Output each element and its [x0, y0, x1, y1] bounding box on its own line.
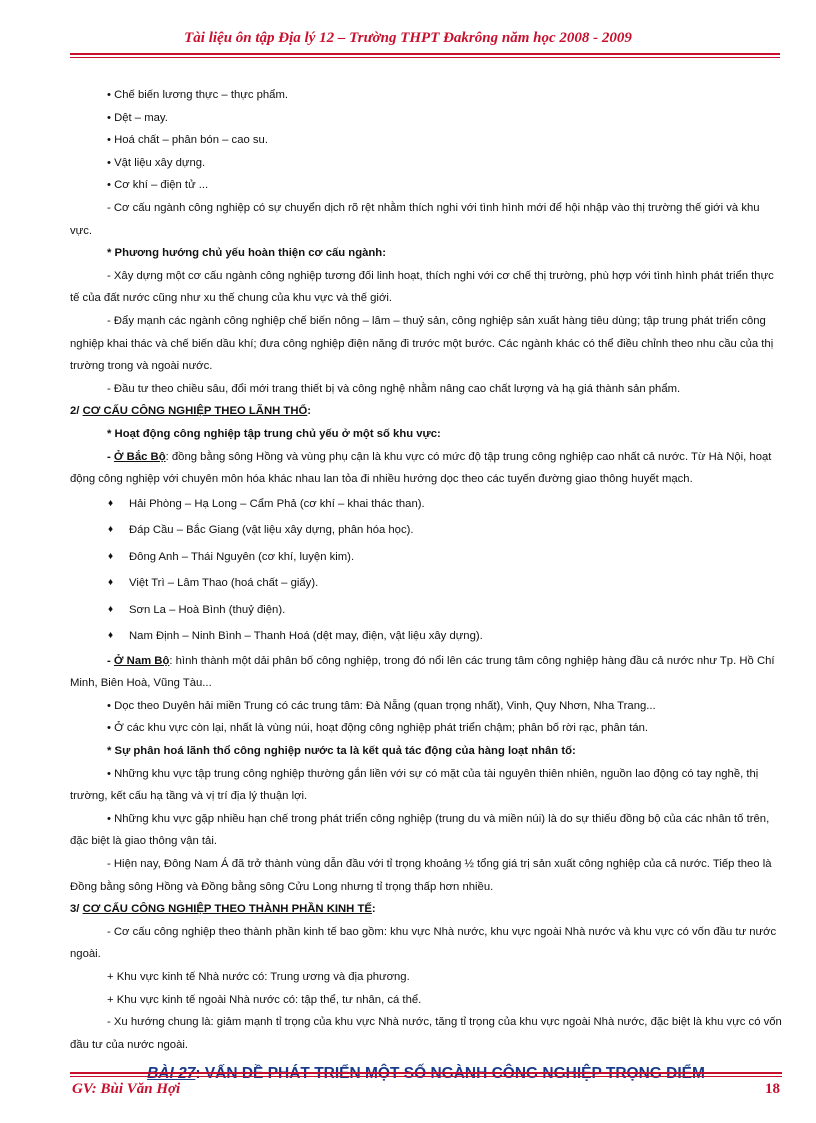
bullet-item: • Cơ khí – điện tử ... — [107, 179, 209, 192]
page-number: 18 — [765, 1081, 780, 1097]
paragraph: - Xây dựng một cơ cấu ngành công nghiệp tương đối linh hoạt, thích nghi với cơ chế thị trường, phù hợp với tình hình phát triển thực tế của đất nước cũng như xu thế chung của khu vực và thế giới. — [70, 269, 774, 305]
paragraph: + Khu vực kinh tế ngoài Nhà nước có: tập thể, tư nhân, cá thể. — [107, 993, 422, 1006]
page-header-title: Tài liệu ôn tập Địa lý 12 – Trường THPT Đakrông năm học 2008 - 2009 — [184, 30, 632, 46]
diamond-item — [106, 570, 782, 597]
document-body — [70, 84, 782, 1087]
bullet-item: • Hoá chất – phân bón – cao su. — [107, 134, 268, 147]
bullet-item: • Vật liệu xây dựng. — [107, 156, 206, 169]
bullet-item: • Dệt – may. — [107, 111, 168, 124]
diamond-item-text: Đông Anh – Thái Nguyên (cơ khí, luyện kim). — [129, 550, 355, 563]
diamond-item-text: Đáp Cầu – Bắc Giang (vật liệu xây dựng, phân hóa học). — [129, 524, 414, 537]
section-colon: : — [307, 405, 312, 418]
subheading: * Sự phân hoá lãnh thổ công nghiệp nước ta là kết quả tác động của hàng loạt nhân tố: — [107, 745, 576, 758]
paragraph: - Đẩy mạnh các ngành công nghiệp chế biến nông – lâm – thuỷ sản, công nghiệp sản xuất hàng tiêu dùng; tập trung phát triển công nghiệp khai thác và chế biến dầu khí; đưa công nghiệp điện năng đi trước một bước. Các ngành khác có thể điều chỉnh theo nhu cầu của thị trường trong và ngoài nước. — [70, 314, 774, 373]
diamond-bullet-icon: ♦ — [108, 630, 114, 642]
paragraph — [70, 650, 782, 695]
diamond-bullet-icon: ♦ — [108, 603, 114, 615]
header-divider — [70, 53, 780, 55]
bullet-item: • Ở các khu vực còn lại, nhất là vùng núi, hoạt động công nghiệp phát triển chậm; phân bố rời rạc, phân tán. — [107, 722, 649, 735]
diamond-item-text: Nam Định – Ninh Bình – Thanh Hoá (dệt may, điện, vật liệu xây dựng). — [129, 630, 483, 643]
paragraph: - Cơ cấu công nghiệp theo thành phần kinh tế bao gồm: khu vực Nhà nước, khu vực ngoài Nhà nước và khu vực có vốn đầu tư nước ngoài. — [70, 925, 777, 961]
diamond-item — [106, 544, 782, 571]
bullet-paragraph: • Những khu vực gặp nhiều hạn chế trong phát triển công nghiệp (trung du và miền núi) là do sự thiếu đồng bộ của các nhân tố trên, đặc biệt là giao thông vận tải. — [70, 812, 770, 848]
region-label: Ở Bắc Bộ — [113, 450, 166, 463]
paragraph: - Cơ cấu ngành công nghiệp có sự chuyển dịch rõ rệt nhằm thích nghi với tình hình mới để hội nhập vào thị trường thế giới và khu vực. — [70, 201, 760, 237]
diamond-bullet-icon: ♦ — [108, 577, 114, 589]
paragraph: - Xu hướng chung là: giảm mạnh tỉ trọng của khu vực Nhà nước, tăng tỉ trọng của khu vực ngoài Nhà nước, đặc biệt là khu vực có vốn đầu tư của nước ngoài. — [70, 1016, 782, 1051]
paragraph: - Hiện nay, Đông Nam Á đã trở thành vùng dẫn đầu với tỉ trọng khoảng ½ tổng giá trị sản xuất công nghiệp của cả nước. Tiếp theo là Đồng bằng sông Hồng và Đồng bằng sông Cửu Long nhưng tỉ trọng thấp hơn nhiều. — [70, 858, 772, 893]
subheading: * Hoạt động công nghiệp tập trung chủ yếu ở một số khu vực: — [107, 427, 441, 440]
region-label: Ở Nam Bộ — [113, 654, 170, 667]
diamond-bullet-icon: ♦ — [108, 550, 114, 562]
bullet-item: • Dọc theo Duyên hải miền Trung có các trung tâm: Đà Nẵng (quan trọng nhất), Vinh, Quy Nhơn, Nha Trang... — [107, 699, 656, 712]
section-heading-3 — [70, 898, 782, 921]
paragraph — [70, 446, 782, 491]
section-heading-2 — [70, 400, 782, 423]
section-title: CƠ CẤU CÔNG NGHIỆP THEO LÃNH THỔ — [82, 405, 308, 418]
diamond-bullet-icon: ♦ — [108, 497, 114, 509]
diamond-item-text: Việt Trì – Lâm Thao (hoá chất – giấy). — [129, 577, 319, 590]
paragraph-text: : đồng bằng sông Hồng và vùng phụ cận là khu vực có mức độ tập trung công nghiệp cao nhất cả nước. Từ Hà Nội, hoạt động công nghiệp với chuyên môn hóa khác nhau lan tỏa đi nhiều hướng dọc theo các tuyến đường giao thông huyết mạch. — [70, 450, 772, 486]
paragraph: + Khu vực kinh tế Nhà nước có: Trung ương và địa phương. — [107, 971, 410, 983]
paragraph-dash: - — [107, 654, 114, 667]
diamond-item-text: Sơn La – Hoà Bình (thuỷ điện). — [129, 603, 286, 616]
lesson-title: : VẤN ĐỀ PHÁT TRIỂN MỘT SỐ NGÀNH CÔNG NGHIỆP TRỌNG ĐIỂM — [195, 1065, 705, 1083]
diamond-item — [106, 623, 782, 650]
diamond-bullet-icon: ♦ — [108, 524, 114, 536]
bullet-paragraph: • Những khu vực tập trung công nghiệp thường gắn liền với sự có mặt của tài nguyên thiên nhiên, nguồn lao động có tay nghề, thị trường, kết cấu hạ tầng và vị trí địa lý thuận lợi. — [70, 767, 759, 803]
subheading: * Phương hướng chủ yếu hoàn thiện cơ cấu ngành: — [107, 247, 386, 260]
lesson-number: BÀI 27 — [147, 1065, 196, 1083]
bullet-item: • Chế biến lương thực – thực phẩm. — [107, 89, 288, 101]
paragraph: - Đầu tư theo chiều sâu, đổi mới trang thiết bị và công nghệ nhằm nâng cao chất lượng và hạ giá thành sản phẩm. — [107, 382, 681, 395]
section-number: 3/ — [70, 903, 83, 916]
section-number: 2/ — [70, 405, 83, 418]
paragraph-text: : hình thành một dải phân bố công nghiệp, trong đó nổi lên các trung tâm công nghiệp hàng đầu cả nước như Tp. Hồ Chí Minh, Biên Hoà, Vũng Tàu... — [70, 654, 775, 690]
diamond-item — [106, 491, 782, 518]
section-title: CƠ CẤU CÔNG NGHIỆP THEO THÀNH PHẦN KINH TẾ — [82, 903, 372, 916]
footer-divider — [70, 1072, 782, 1074]
diamond-item — [106, 517, 782, 544]
section-colon: : — [371, 903, 376, 916]
footer-teacher: GV: Bùi Văn Hợi — [72, 1081, 181, 1097]
diamond-item-text: Hải Phòng – Hạ Long – Cẩm Phả (cơ khí – khai thác than). — [129, 497, 425, 510]
diamond-item — [106, 597, 782, 624]
paragraph-dash: - — [107, 450, 114, 463]
